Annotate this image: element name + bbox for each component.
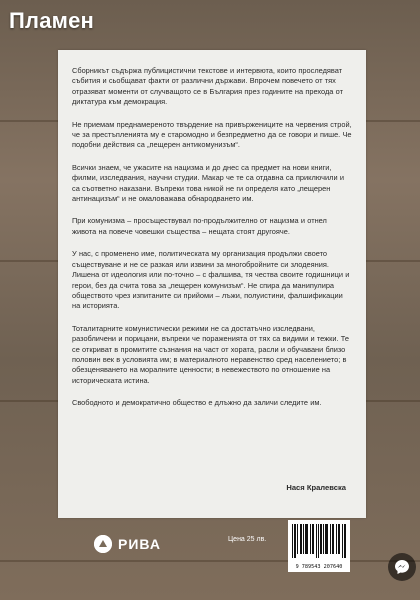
text-panel — [58, 50, 366, 518]
publisher-block — [94, 535, 161, 553]
app-title: Пламен — [9, 8, 95, 33]
messenger-icon[interactable] — [388, 553, 416, 581]
publisher-name: РИВА — [118, 536, 161, 552]
paragraph: При комунизма – просъществувал по-продължително от нацизма и отнел живота на повече човешки същества – нещата стоят другояче. — [72, 216, 327, 236]
paragraph: Тоталитарните комунистически режими не са достатъчно изследвани, разобличени и порицани, въпреки че пораженията от тях са видими и тежки. Те се откриват в промитите съзнания на част от хората, расли и обучавани близо половин век в условията им; в материалното неравенство сред населението; в обезценяването на моралните ценности; в невежеството по отношение на историческата истина. — [72, 323, 349, 385]
price-label: Цена 25 лв. — [228, 536, 267, 543]
barcode-bars — [292, 524, 346, 558]
riva-logo-icon — [94, 535, 112, 553]
paragraph: Сборникът съдържа публицистични текстове и интервюта, които проследяват събития и сьобщават факти от различни държави. Впрочем повечето от тях отразяват моменти от случващото се в България през годините на прехода от диктатура към демокрация. — [72, 66, 343, 107]
paragraph: Всички знаем, че ужасите на нацизма и до днес са предмет на нови книги, филми, изследвания, научни студии. Макар че те са отдавна са приключили и са съответно наказани. Въпреки това никой не ги определя като „пещерен антинацизъм“ и не омаловажава обнародването им. — [72, 162, 344, 204]
barcode — [288, 520, 350, 572]
isbn-number: 9 789543 207640 — [295, 564, 343, 570]
paragraph: У нас, с променено име, политическата му организация продължи своето съществуване и не се разкая или извини за многобройните си злодеяния. Лишена от идеология или по-точно – с фалшива, тя чества своите годишници и герои, без да счита това за „пещерен комунизъм“. Не спира да манипулира обществото чрез изпитаните си прийоми – лъжи, полуистини, фалшификации на историята. — [72, 249, 350, 311]
author-name: Нася Кралевска — [286, 483, 346, 492]
paragraph: Свободното и демократично общество е длъжно да заличи следите им. — [72, 398, 322, 408]
paragraph: Не приемам преднамереното твърдение на привържениците на червения строй, че за престъпленията му е старомодно и безпредметно да се говори и пише. Че подобни действия са „пещерен антикомунизъм“. — [72, 119, 352, 150]
text-body — [72, 66, 352, 421]
